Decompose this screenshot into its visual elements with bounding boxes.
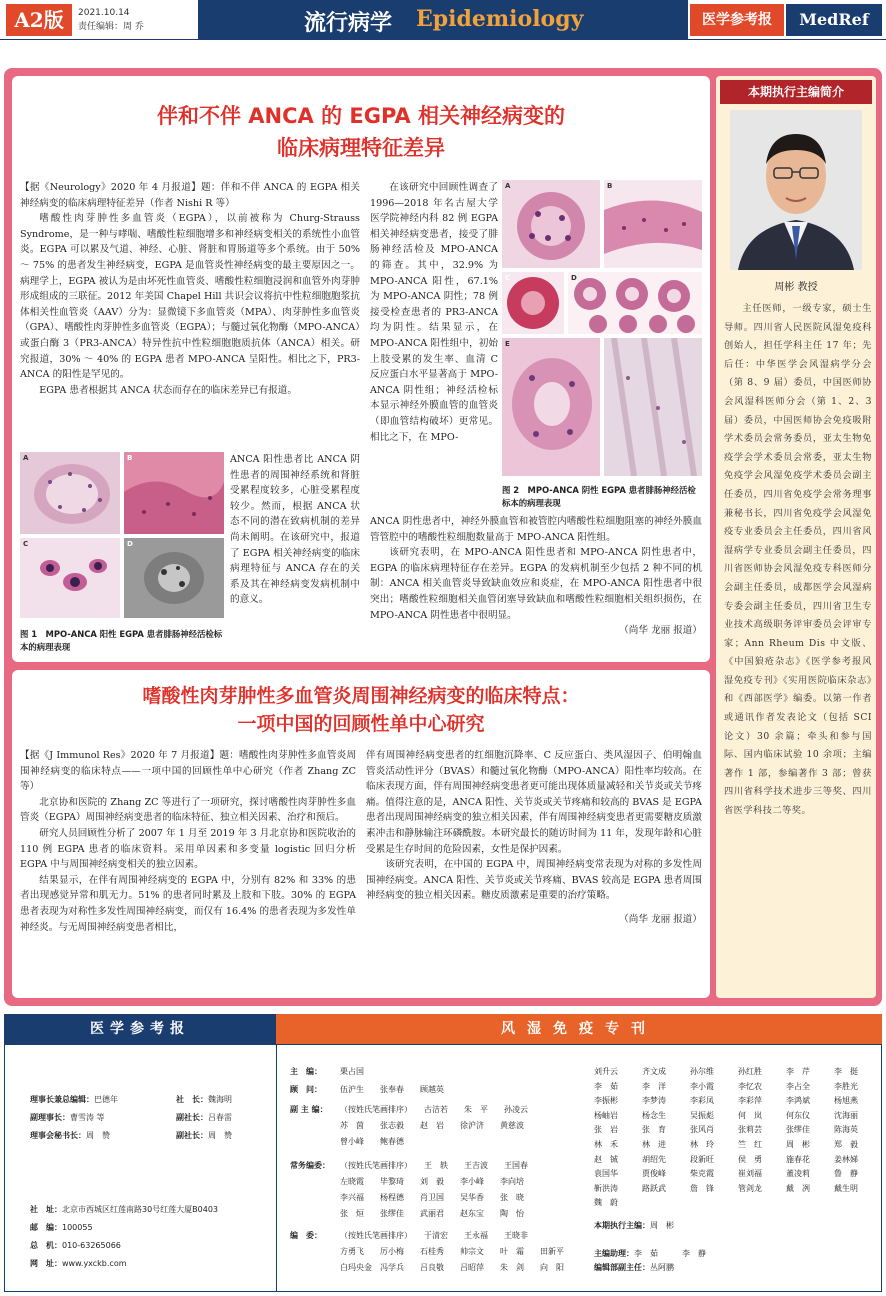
figure-2-panel-c: [502, 272, 564, 334]
article-1-title: [12, 100, 710, 164]
committee-member: 李占全: [786, 1081, 810, 1091]
article-1-paragraph: 在该研究中回顾性调查了 1996—2018 年名古屋大学医学院神经内科 82 例 EGPA 相关神经病变患者，接受了腓肠神经活检及 MPO-ANCA 的筛查。其中，32.9% 为 MPO-ANCA 阳性，67.1% 为 MPO-ANCA 阴性；78 例接受检查患者的 PR3-ANCA 均为阴性。结果显示，在 MPO-ANCA 阳性组中，初始上肢受累的发生率、血清 C 反应蛋白水平显著高于 MPO-ANCA 阴性组；神经活检标本显示神经外膜血管的血管炎（即血管结构破坏）更常见。相比之下，在 MPO-: [370, 182, 498, 443]
committee-member: 沈海丽: [834, 1110, 858, 1120]
committee-member: 李鸿斌: [786, 1096, 810, 1106]
committee-member: 胡绍先: [642, 1154, 666, 1164]
figure-2-panel-a: [502, 180, 600, 268]
staff-name: 巴德年: [94, 1095, 118, 1104]
contact-label: 社 址：: [30, 1205, 62, 1214]
figure-2-panel-a-label: A: [505, 182, 511, 190]
editor-name: 周彬 教授: [774, 282, 818, 293]
article-1-paragraph: 该研究表明，在 MPO-ANCA 阳性患者和 MPO-ANCA 阴性患者中，EGPA 的临床病理特征存在差异。EGPA 的发病机制至少包括 2 种不同的机制：ANCA 相关血管炎导致缺血效应和炎症，在 MPO-ANCA 阳性患者中很突出；嗜酸性粒细胞相关血管闭塞导致缺血和嗜酸性粒细胞相关组织损伤，在 MPO-ANCA 阴性患者中很明显。: [370, 547, 702, 621]
article-2-title-line-1: 嗜酸性肉芽肿性多血管炎周围神经病变的临床特点：: [142, 685, 580, 707]
contact-phone: [30, 1240, 121, 1252]
article-2-title-line-2: 一项中国的回顾性单中心研究: [237, 713, 485, 735]
masthead-divider: [276, 1044, 277, 1292]
committee-member: 路跃武: [642, 1183, 666, 1193]
masthead-title: 医学参考报: [4, 1014, 276, 1044]
committee-member: 戴生明: [834, 1183, 858, 1193]
figure-1-panel-d: [124, 538, 224, 618]
figure-1-caption: 图 1 MPO-ANCA 阳性 EGPA 患者腓肠神经活检标本的病理表现: [20, 629, 223, 652]
committee-member: 施春花: [786, 1154, 810, 1164]
editorial-role: 副 主 编：: [290, 1105, 328, 1114]
editorial-row: [290, 1160, 528, 1172]
contact-label: 总 机：: [30, 1241, 62, 1250]
committee-member: 孙红胜: [738, 1067, 762, 1076]
article-1-paragraph: EGPA 患者根据其 ANCA 状态而存在的临床差异已有报道。: [39, 384, 297, 396]
committee-member: 吴振彪: [690, 1110, 714, 1120]
committee-member: 李小霞: [690, 1081, 714, 1091]
committee-member: 张缪佳: [786, 1125, 810, 1135]
committee-member: 林 进: [642, 1140, 666, 1149]
committee-member: 郑 毅: [834, 1140, 858, 1149]
committee-member: 杨念生: [642, 1110, 666, 1120]
deputy-director-name: 丛阿鹏: [650, 1263, 674, 1272]
figure-1-panel-d-label: D: [127, 540, 133, 548]
staff-label: 副理事长：: [30, 1113, 70, 1122]
contact-value: 100055: [62, 1223, 93, 1232]
editorial-names: 张 烜 张缪佳 武丽君 赵东宝 陶 怡: [340, 1209, 524, 1218]
article-1-paragraph: ANCA 阴性患者中，神经外膜血管和被管腔内嗜酸性粒细胞阻塞的神经外膜血管管腔中的嗜酸性粒细胞数量高于 MPO-ANCA 阳性组。: [370, 516, 702, 543]
assistant-line: [594, 1248, 706, 1260]
article-2-col-2: [366, 748, 702, 928]
article-1-col-1-wrap: [230, 452, 360, 608]
contact-label: 邮 编：: [30, 1223, 62, 1232]
figure-2-panel-d: [568, 272, 702, 334]
figure-2-panel-f: [604, 338, 702, 476]
contact-postcode: [30, 1222, 93, 1234]
contact-address: [30, 1204, 218, 1216]
committee-member: 李 芹: [786, 1067, 810, 1076]
committee-member: 张 育: [642, 1125, 666, 1135]
section-title-en: Epidemiology: [416, 6, 584, 32]
editorial-names: 白玛央金 冯学兵 吕良敬 吕昭萍 朱 剑 向 阳: [340, 1263, 564, 1272]
committee-member: 赵 铖: [594, 1154, 618, 1164]
article-1-title-line-2: 临床病理特征差异: [277, 136, 445, 160]
sidebar-heading: 本期执行主编简介: [720, 80, 872, 104]
section-banner: [198, 0, 688, 40]
editorial-names: 方勇飞 厉小梅 石桂秀 帅宗文 叶 霜 田新平: [340, 1247, 564, 1256]
figure-2-caption: 图 2 MPO-ANCA 阴性 EGPA 患者腓肠神经活检标本的病理表现: [502, 485, 696, 508]
committee-member: 周 彬: [786, 1140, 810, 1149]
article-1-reporter: （尚华 龙丽 报道）: [619, 625, 702, 637]
committee-member: 管剑龙: [738, 1183, 762, 1193]
committee-member: 李 洋: [642, 1081, 666, 1091]
committee-member: 杨旭燕: [834, 1096, 858, 1106]
contact-website: [30, 1258, 127, 1270]
committee-member: 段新旺: [690, 1154, 714, 1164]
staff-label: 理事会秘书长：: [30, 1131, 86, 1140]
committee-member: 姜林娣: [834, 1154, 858, 1164]
responsible-editor: 责任编辑：周 乔: [78, 22, 144, 32]
figure-2-panel-c-label: C: [505, 274, 511, 282]
article-1: [12, 76, 710, 662]
committee-member: 詹 锋: [690, 1183, 714, 1193]
editorial-role: 常务编委：: [290, 1161, 330, 1170]
article-2-paragraph: 该研究表明，在中国的 EGPA 中，周围神经病变常表现为对称的多发性周围神经病变。ANCA 阳性、关节炎或关节疼痛、BVAS 较高是 EGPA 患者周围神经病变的独立相关因素。糖皮质激素是重要的治疗策略。: [366, 859, 702, 902]
page-number-badge: A2版: [6, 4, 72, 36]
article-2-reporter: （尚华 龙丽 报道）: [619, 913, 702, 925]
committee-member: 柴克霞: [690, 1169, 714, 1179]
article-2-paragraph: 伴有周围神经病变患者的红细胞沉降率、C 反应蛋白、类风湿因子、伯明翰血管炎活动性评分（BVAS）和髓过氧化物酶（MPO-ANCA）阳性率均较高。在临床表现方面，伴有周围神经病变患者更可能出现体质量减轻和关节炎或关节疼痛。值得注意的是，ANCA 阳性、关节炎或关节疼痛和较高的 BVAS 是 EGPA 患者出现周围神经病变的独立相关因素，伴有周围神经病变患者更需要糖皮质激素冲击和静脉输注环磷酰胺。本研究最长的随访时间为 11 年，发现年龄和心脏受累是生存时间的危险因素，女性是保护因素。: [366, 750, 702, 855]
editorial-row: [290, 1230, 528, 1242]
editorial-names: （按姓氏笔画排序） 于清宏 王永福 王晓非: [340, 1231, 528, 1240]
figure-1: [20, 452, 224, 618]
article-1-paragraph: 嗜酸性肉芽肿性多血管炎（EGPA），以前被称为 Churg-Strauss Syndrome，是一种与哮喘、嗜酸性粒细胞增多和神经病变相关的系统性小血管炎。EGPA 可以累及气道、神经、心脏、肾脏和胃肠道等多个系统。由于 50% ～ 75% 的患者发生神经病变，EGPA 是血管炎性神经病变的最主要原因之一。病理学上，EGPA 被认为是由坏死性血管炎、嗜酸性粒细胞浸润和血管外肉芽肿形成组成的三联征。2012 年美国 Chapel Hill 共识会议将抗中性粒细胞胞浆抗体相关性血管炎（AAV）分为：显微镜下多血管炎（MPA）、肉芽肿性多血管炎（GPA）、嗜酸性肉芽肿性多血管炎（EGPA）；与髓过氧化物酶（MPO-ANCA）或蛋白酶 3（PR3-ANCA）特异性抗中性粒细胞胞质抗体（ANCA）相关。研究报道，30% ～ 40% 的 EGPA 患者 MPO-ANCA 呈阳性。相比之下，PR3-ANCA 的阳性是罕见的。: [20, 213, 360, 381]
committee-member: 李彩凤: [690, 1096, 714, 1106]
article-1-col-2-bottom: [370, 514, 702, 639]
committee-member: 李振彬: [594, 1096, 618, 1106]
staff-name: 周 赞: [86, 1131, 110, 1140]
staff-row: [176, 1130, 232, 1142]
deputy-director-line: [594, 1262, 674, 1274]
section-title-zh: 流行病学: [304, 11, 393, 36]
committee-member: 何东仪: [786, 1110, 810, 1120]
committee-member: 林 禾: [594, 1140, 618, 1149]
figure-1-panel-b-label: B: [127, 454, 133, 462]
article-2-col-1: [20, 748, 356, 935]
page-header: [0, 0, 886, 40]
deputy-director-label: 编辑部副主任：: [594, 1263, 650, 1272]
figure-2: [502, 180, 702, 480]
article-2: [12, 670, 710, 998]
article-2-paragraph: 北京协和医院的 Zhang ZC 等进行了一项研究，探讨嗜酸性肉芽肿性多血管炎（EGPA）周围神经病变患者的临床特征、独立相关因素、治疗和预后。: [20, 796, 356, 824]
article-2-lead: 【据《J Immunol Res》2020 年 7 月报道】题：嗜酸性肉芽肿性多血管炎周围神经病变的临床特点——一项中国的回顾性单中心研究（作者 Zhang ZC 等）: [20, 750, 356, 793]
editorial-names: 伍沪生 张奉春 顾越英: [340, 1085, 444, 1094]
editorial-role: 顾 问：: [290, 1085, 322, 1094]
committee-member: 董凌莉: [786, 1169, 810, 1179]
staff-name: 周 赞: [208, 1131, 232, 1140]
contact-value: 010-63265066: [62, 1241, 121, 1250]
committee-member: 陈海英: [834, 1125, 858, 1135]
committee-member: 李 茹: [594, 1081, 618, 1091]
staff-label: 理事长兼总编辑：: [30, 1095, 94, 1104]
figure-1-panel-c: [20, 538, 120, 618]
exec-editor-label: 本期执行主编：: [594, 1221, 650, 1230]
staff-label: 副社长：: [176, 1113, 208, 1122]
figure-2-panel-e-label: E: [505, 340, 510, 348]
figure-1-panel-a: [20, 452, 120, 534]
committee-member: 崔刘福: [738, 1169, 762, 1179]
committee-member: 竺 红: [738, 1140, 762, 1149]
contact-value: www.yxckb.com: [62, 1259, 127, 1268]
committee-member: 李胜光: [834, 1081, 858, 1091]
contact-label: 网 址：: [30, 1259, 62, 1268]
staff-label: 社 长：: [176, 1095, 208, 1104]
article-1-lead: 【据《Neurology》2020 年 4 月报道】题：伴和不伴 ANCA 的 EGPA 相关神经病变的临床病理特征差异（作者 Nishi R 等）: [20, 182, 360, 209]
committee-member: 侯 勇: [738, 1154, 762, 1164]
figure-1-panel-a-label: A: [23, 454, 29, 462]
figure-2-panel-b: [604, 180, 702, 268]
committee-member: 袁国华: [594, 1169, 618, 1179]
committee-member: 戴 冽: [786, 1183, 810, 1193]
committee-member: 李梦涛: [642, 1096, 666, 1106]
committee-member: 靳洪涛: [594, 1183, 618, 1193]
exec-editor-name: 周 彬: [650, 1221, 674, 1230]
staff-label: 副社长：: [176, 1131, 208, 1140]
committee-member: 贾俊峰: [642, 1169, 666, 1179]
article-2-paragraph: 研究人员回顾性分析了 2007 年 1 月至 2019 年 3 月北京协和医院收治的 110 例 EGPA 患者的临床资料。采用单因素和多变量 logistic 回归分析 EGPA 中与周围神经病变相关的独立因素。: [20, 827, 356, 871]
figure-1-panel-b: [124, 452, 224, 534]
editorial-names: 苏 茵 张志毅 赵 岩 徐沪济 黄慈波: [340, 1121, 524, 1130]
article-2-paragraph: 结果显示，在伴有周围神经病变的 EGPA 中，分别有 82% 和 33% 的患者出现感觉异常和肌无力。51% 的患者同时累及上肢和下肢。30% 的 EGPA 患者表现为对称性多发性周围神经病变，而仅有 16.4% 的患者表现为多发性单神经炎。与无周围神经病变患者相比，: [20, 874, 356, 933]
staff-row: [30, 1094, 118, 1106]
committee-member: 张风肖: [690, 1125, 714, 1135]
committee-member: 齐文成: [642, 1067, 666, 1076]
figure-2-panel-b-label: B: [607, 182, 613, 190]
article-1-col-1: [20, 180, 360, 398]
editorial-names: 李兴福 杨程德 肖卫国 吴华香 张 晓: [340, 1193, 524, 1202]
editorial-row: [290, 1192, 524, 1204]
staff-row: [30, 1112, 105, 1124]
exec-editor-line: [594, 1220, 674, 1232]
editorial-names: 左晓霞 毕黎琦 刘 毅 李小峰 李向培: [340, 1177, 524, 1186]
committee-member: 李彩萍: [738, 1096, 762, 1106]
editor-portrait: [730, 110, 862, 270]
staff-row: [30, 1130, 110, 1142]
committee-member: 李 挺: [834, 1067, 858, 1076]
editorial-names: 栗占国: [340, 1067, 364, 1076]
committee-member: 张莉芸: [738, 1125, 762, 1135]
editorial-row: [290, 1084, 444, 1096]
editorial-row: [290, 1136, 404, 1148]
committee-member: 张 岩: [594, 1125, 618, 1135]
editorial-row: [290, 1066, 364, 1078]
staff-name: 吕春雷: [208, 1113, 232, 1122]
contact-value: 北京市西城区红莲南路30号红莲大厦B0403: [62, 1205, 219, 1214]
editorial-row: [290, 1104, 528, 1116]
committee-member: 林 玲: [690, 1140, 714, 1149]
staff-row: [176, 1112, 232, 1124]
committee-member: 何 岚: [738, 1110, 762, 1120]
editorial-names: （按姓氏笔画排序） 古洁若 朱 平 孙凌云: [340, 1105, 528, 1114]
committee-member: 魏 蔚: [594, 1198, 618, 1208]
supplement-title: 风湿免疫专刊: [276, 1014, 882, 1044]
brand-name-en: MedRef: [786, 4, 882, 36]
committee-member: 李忆农: [738, 1081, 762, 1091]
staff-name: 魏海明: [208, 1095, 232, 1104]
brand-name-zh: 医学参考报: [690, 4, 784, 36]
editorial-row: [290, 1262, 564, 1274]
editorial-role: 编 委：: [290, 1231, 322, 1240]
article-1-title-line-1: 伴和不伴 ANCA 的 EGPA 相关神经病变的: [156, 104, 566, 128]
figure-1-panel-c-label: C: [23, 540, 29, 548]
figure-2-panel-e: [502, 338, 600, 476]
issue-date: 2021.10.14: [78, 8, 130, 18]
assistant-label: 主编助理：: [594, 1249, 634, 1258]
committee-member: 孙尔维: [690, 1067, 714, 1076]
editorial-role: 主 编：: [290, 1067, 322, 1076]
editor-bio: 主任医师，一级专家，硕士生导师。四川省人民医院风湿免疫科创始人，担任学科主任 17 年；先后任：中华医学会风湿病学分会（第 8、9 届）委员，中国医师协会风湿科医师分会（第 1、2、3 届）委员，中国医师协会免疫吸附学术委员会常务委员，亚太生物免疫学会学术委员会常委，亚太生物免疫学会风湿免疫学术委员会副主任委员，四川省免疫学会常务理事兼秘书长，四川省免疫学会风湿免疫专业委员会主任委员，四川省风湿病学专业委员会副主任委员，四川省医师协会风湿免疫专科医师分会副主任委员，成都医学会风湿病专委会副主任委员，四川省卫生专业技术高级职务评审委员会评审专家；Ann Rheum Dis 中文版、《中国狼疮杂志》《医学参考报风湿免疫专刊》《实用医院临床杂志》和《西部医学》编委。以第一作者或通讯作者发表论文（包括 SCI 论文）30 余篇；牵头和参与国际、国内临床试验 10 余项；主编著作 1 部，参编著作 3 部；曾获四川省科学技术进步三等奖、四川省医学科技二等奖。: [724, 303, 872, 817]
editor-profile-sidebar: [716, 76, 876, 998]
staff-row: [176, 1094, 232, 1106]
editorial-names: 曾小峰 鲍春德: [340, 1137, 404, 1146]
issue-meta: [78, 6, 144, 34]
article-1-col-2-top: [370, 180, 498, 445]
editorial-row: [290, 1208, 524, 1220]
editorial-row: [290, 1246, 564, 1258]
article-2-title: [12, 682, 710, 738]
committee-member: 杨岫岩: [594, 1110, 618, 1120]
editorial-row: [290, 1120, 524, 1132]
editorial-names: （按姓氏笔画排序） 王 轶 王吉波 王国春: [340, 1161, 528, 1170]
committee-member: 鲁 静: [834, 1169, 858, 1179]
assistant-names: 李 茹 李 静: [634, 1249, 706, 1258]
committee-member: 刘升云: [594, 1067, 618, 1076]
editorial-row: [290, 1176, 524, 1188]
article-1-wrap-text: ANCA 阳性患者比 ANCA 阴性患者的周围神经系统和肾脏受累程度较多，心脏受累程度较少。然而，根据 ANCA 状态不同的潜在致病机制的差异尚未阐明。在该研究中，报道了 EGPA 相关神经病变的临床病理特征与 ANCA 存在的关系及其在神经病变发病机制中的意义。: [230, 454, 360, 606]
figure-2-panel-d-label: D: [571, 274, 577, 282]
staff-name: 曹雪涛 等: [70, 1113, 105, 1122]
